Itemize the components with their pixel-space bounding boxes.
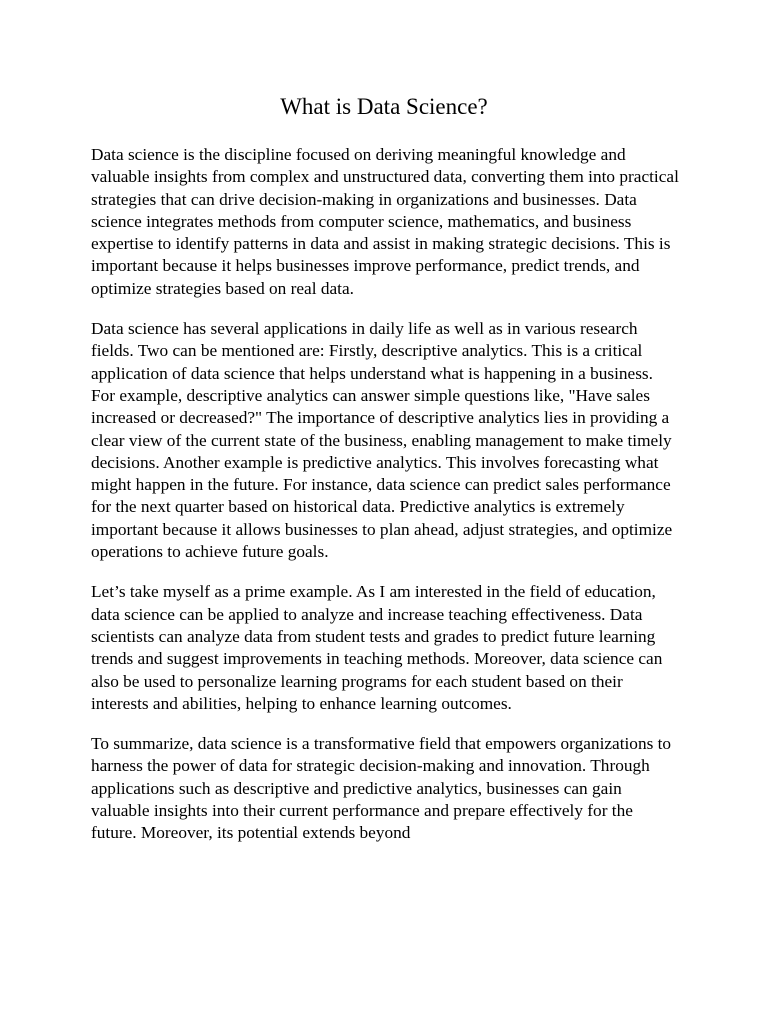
paragraph-personal-example: Let’s take myself as a prime example. As I am interested in the field of education, data science can be applied to analyze and increase teaching effectiveness. Data scientists can analyze data from student tests and grades to predict future learning trends and suggest improvements in teaching methods. Moreover, data science can also be used to personalize learning programs for each student based on their interests and abilities, helping to enhance learning outcomes.: [91, 582, 663, 713]
page-title: What is Data Science?: [280, 94, 488, 119]
paragraph-applications: Data science has several applications in daily life as well as in various research fields. Two can be mentioned are: Firstly, descriptive analytics. This is a critical application of data science that helps understand what is happening in a business. For example, descriptive analytics can answer simple questions like, "Have sales increased or decreased?" The importance of descriptive analytics lies in providing a clear view of the current state of the business, enabling management to make timely decisions. Another example is predictive analytics. This involves forecasting what might happen in the future. For instance, data science can predict sales performance for the next quarter based on historical data. Predictive analytics is extremely important because it allows businesses to plan ahead, adjust strategies, and optimize operations to achieve future goals.: [91, 319, 673, 562]
paragraph-summary: To summarize, data science is a transformative field that empowers organizations to harness the power of data for strategic decision-making and innovation. Through applications such as descriptive and predictive analytics, businesses can gain valuable insights into their current performance and prepare effectively for the future. Moreover, its potential extends beyond: [91, 734, 672, 843]
paragraph-intro: Data science is the discipline focused on deriving meaningful knowledge and valuable insights from complex and unstructured data, converting them into practical strategies that can drive decision-making in organizations and businesses. Data science integrates methods from computer science, mathematics, and business expertise to identify patterns in data and assist in making strategic decisions. This is important because it helps businesses improve performance, predict trends, and optimize strategies based on real data.: [91, 145, 679, 298]
